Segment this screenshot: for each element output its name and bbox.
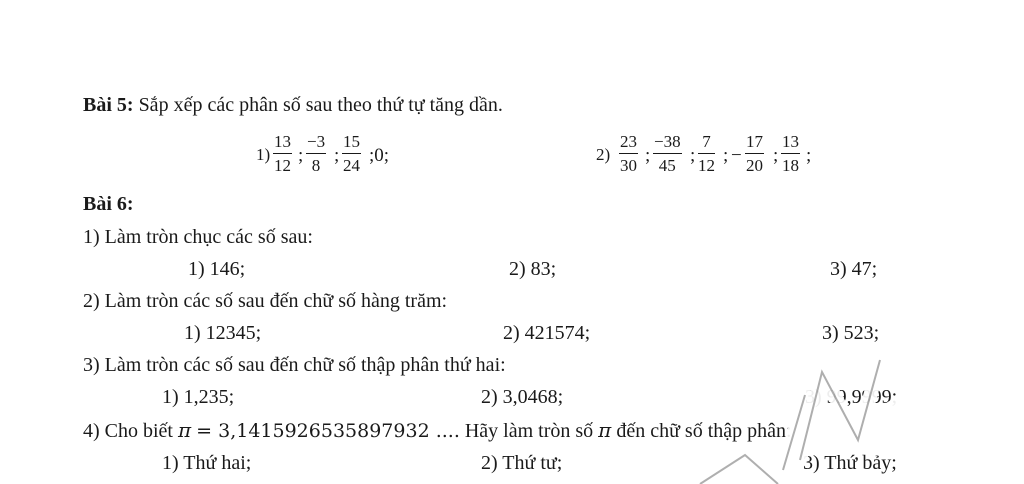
- fraction: $\frac{17}{20}$: [746, 132, 763, 175]
- list-item: 3) 47;: [830, 258, 878, 280]
- list-item: 3) 523;: [822, 322, 880, 344]
- bai5-line: [83, 95, 503, 115]
- list-item: 2) 3,0468;: [481, 386, 564, 408]
- bai5-instruction: Sắp xếp các phân số sau theo thứ tự tăng dần.: [138, 94, 503, 116]
- fraction: $\frac{13}{12}$: [274, 132, 291, 175]
- bai6-q4-text: 4) Cho biết π = 3,1415926535897932 .... Hãy làm tròn số π đến chữ số thập phân:: [83, 418, 792, 442]
- bai5-part2-label: 2): [596, 145, 611, 164]
- pi-symbol: π: [598, 418, 612, 442]
- fraction: $\frac{-38}{45}$: [654, 132, 681, 175]
- pi-symbol: π: [178, 418, 192, 442]
- bai6-q2-text: 2) Làm tròn các số sau đến chữ số hàng trăm:: [83, 290, 448, 312]
- list-item: 2) 421574;: [503, 322, 591, 344]
- list-item: 3) Thứ bảy;: [803, 452, 897, 474]
- fraction: $\frac{15}{24}$: [343, 132, 360, 175]
- pi-value: = 3,1415926535897932 ....: [196, 420, 460, 442]
- list-item: 2) Thứ tư;: [481, 452, 563, 474]
- list-item: 1) 1,235;: [162, 386, 235, 408]
- bai5-part1-tail: ;0;: [369, 145, 390, 166]
- fraction: $\frac{13}{18}$: [782, 132, 799, 175]
- fraction: $\frac{23}{30}$: [620, 132, 637, 175]
- list-item: 1) 146;: [188, 258, 246, 280]
- list-item: 1) Thứ hai;: [162, 452, 252, 474]
- fraction: $\frac{-3}{8}$: [307, 132, 326, 175]
- bai5-part1-label: 1): [256, 145, 271, 164]
- list-item: 1) 12345;: [184, 322, 262, 344]
- list-item: 3) 99,9999;: [805, 386, 898, 408]
- bai6-heading: Bài 6:: [83, 193, 134, 215]
- bai6-q1-text: 1) Làm tròn chục các số sau:: [83, 226, 313, 248]
- list-item: 2) 83;: [509, 258, 557, 280]
- bai6-q3-text: 3) Làm tròn các số sau đến chữ số thập phân thứ hai:: [83, 354, 506, 376]
- bai5-heading: Bài 5:: [83, 94, 134, 116]
- fraction: $\frac{7}{12}$: [698, 132, 715, 175]
- minus-sign: −: [731, 145, 742, 166]
